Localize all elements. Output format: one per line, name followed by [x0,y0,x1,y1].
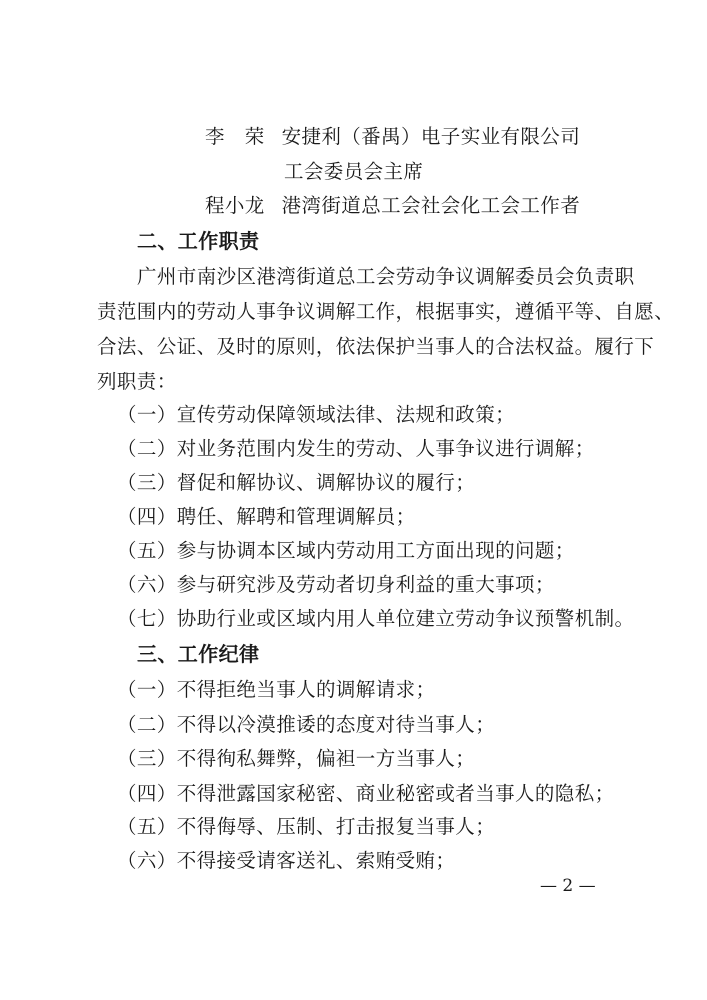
list-item: （二）对业务范围内发生的劳动、人事争议进行调解； [117,437,595,460]
section-heading: 二、工作职责 [137,229,260,253]
section-heading: 三、工作纪律 [137,642,260,666]
list-item: （三）不得徇私舞弊，偏袒一方当事人； [117,747,476,770]
list-item: （一）不得拒绝当事人的调解请求； [117,678,436,701]
member-row [205,194,580,218]
paragraph-line: 广州市南沙区港湾街道总工会劳动争议调解委员会负责职 [137,265,635,288]
list-item: （四）聘任、解聘和管理调解员； [117,505,416,528]
member-name: 程小龙 [205,194,265,217]
paragraph-line: 责范围内的劳动人事争议调解工作，根据事实，遵循平等、自愿、 [97,300,675,323]
paragraph-line: 列职责： [97,370,177,393]
list-item: （六）不得接受请客送礼、索贿受贿； [117,849,456,872]
list-item: （五）参与协调本区域内劳动用工方面出现的问题； [117,539,575,562]
member-title: 安捷利（番禺）电子实业有限公司 [281,125,581,148]
list-item: （五）不得侮辱、压制、打击报复当事人； [117,815,496,838]
list-item: （二）不得以冷漠推诿的态度对待当事人； [117,713,496,736]
list-item: （六）参与研究涉及劳动者切身利益的重大事项； [117,573,555,596]
member-title: 港湾街道总工会社会化工会工作者 [281,194,581,217]
list-item: （四）不得泄露国家秘密、商业秘密或者当事人的隐私； [117,782,615,805]
list-item: （三）督促和解协议、调解协议的履行； [117,471,476,494]
page-number: — 2 — [540,876,596,896]
list-item: （七）协助行业或区域内用人单位建立劳动争议预警机制。 [117,607,635,630]
member-title-continuation: 工会委员会主席 [284,160,424,183]
member-row [205,125,580,149]
paragraph-line: 合法、公证、及时的原则，依法保护当事人的合法权益。履行下 [97,335,655,358]
member-name: 李 荣 [205,125,265,148]
list-item: （一）宣传劳动保障领域法律、法规和政策； [117,403,516,426]
